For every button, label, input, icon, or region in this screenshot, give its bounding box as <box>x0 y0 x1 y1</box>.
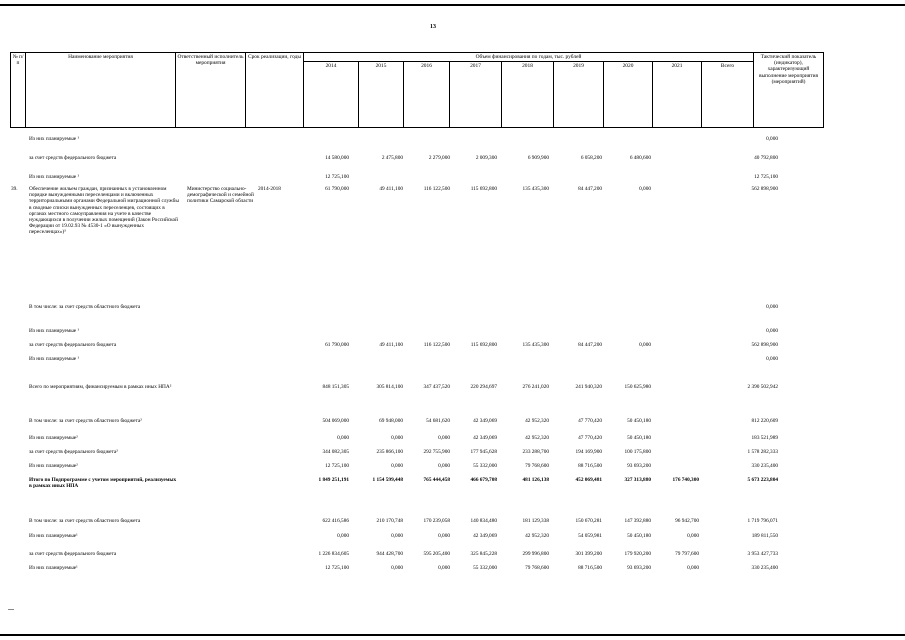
row-label: за счет средств федерального бюджета <box>29 342 117 348</box>
row-label: Итого по Подпрограмме с учетом мероприятий, реализуемых в рамках иных НПА <box>29 477 177 490</box>
row-value: 2 390 502,942 <box>747 384 778 390</box>
header-year: 2019 <box>554 62 604 128</box>
row-value: 481 126,138 <box>522 477 549 483</box>
row-value: 241 940,320 <box>575 384 602 390</box>
item-value: 84 447,200 <box>578 186 602 192</box>
row-value: 344 082,305 <box>322 449 349 455</box>
row-value: 79 768,600 <box>525 463 549 469</box>
header-table <box>10 52 824 128</box>
row-value: 0,000 <box>438 565 450 571</box>
row-value: 42 349,069 <box>473 418 497 424</box>
row-label: Из них планируемые ¹ <box>29 136 80 142</box>
row-value: 84 447,200 <box>578 342 602 348</box>
header-name: Наименование мероприятия <box>26 53 176 128</box>
row-value: 179 920,200 <box>624 551 651 557</box>
row-value: 1 719 796,071 <box>747 518 778 524</box>
row-value: 189 811,550 <box>751 533 778 539</box>
row-value: 2 279,000 <box>428 155 450 161</box>
row-value: 194 169,900 <box>575 449 602 455</box>
row-value: 452 069,481 <box>575 477 602 483</box>
row-value: 233 288,700 <box>522 449 549 455</box>
row-value: 3 953 427,733 <box>747 551 778 557</box>
row-value: 12 725,100 <box>325 565 349 571</box>
item-value: 61 790,000 <box>325 186 349 192</box>
row-value: 347 437,520 <box>423 384 450 390</box>
row-value: 42 349,069 <box>473 435 497 441</box>
page-number: 13 <box>430 24 436 30</box>
row-label: Всего по мероприятиям, финансируемым в рамках иных НПА² <box>29 384 172 390</box>
item-value: 0,000 <box>639 186 651 192</box>
row-label: В том числе: за счет средств областного бюджета <box>29 304 141 310</box>
row-value: 55 332,000 <box>473 463 497 469</box>
row-value: 0,000 <box>766 136 778 142</box>
row-value: 183 521,989 <box>751 435 778 441</box>
row-value: 6 909,900 <box>527 155 549 161</box>
row-value: 47 770,420 <box>578 418 602 424</box>
row-value: 115 692,800 <box>470 342 497 348</box>
row-label: В том числе: за счет средств областного бюджета <box>29 518 141 524</box>
row-label: Из них планируемые ¹ <box>29 356 80 362</box>
row-value: 595 205,400 <box>423 551 450 557</box>
row-value: 0,000 <box>687 565 699 571</box>
header-year: 2021 <box>653 62 702 128</box>
row-value: 0,000 <box>391 463 403 469</box>
row-value: 140 834,480 <box>470 518 497 524</box>
row-value: 69 948,000 <box>379 418 403 424</box>
row-label: за счет средств федерального бюджета <box>29 551 117 557</box>
row-value: 150 670,281 <box>575 518 602 524</box>
row-label: Из них планируемые¹ <box>29 565 78 571</box>
header-responsible: Ответственный исполнитель мероприятия <box>176 53 246 128</box>
row-value: 944 428,700 <box>376 551 403 557</box>
row-value: 47 770,420 <box>578 435 602 441</box>
row-value: 42 952,320 <box>525 435 549 441</box>
row-value: 1 849 251,191 <box>318 477 349 483</box>
row-label: Из них планируемые ¹ <box>29 174 80 180</box>
row-value: 276 241,020 <box>522 384 549 390</box>
header-term: Срок реализации, годы <box>246 53 304 128</box>
row-value: 54 059,981 <box>578 533 602 539</box>
row-value: 61 790,000 <box>325 342 349 348</box>
row-value: 50 450,180 <box>627 418 651 424</box>
row-value: 0,000 <box>391 565 403 571</box>
row-value: 0,000 <box>337 435 349 441</box>
header-year: 2020 <box>604 62 653 128</box>
row-value: 88 716,500 <box>578 565 602 571</box>
header-year: 2018 <box>502 62 554 128</box>
top-rule <box>0 4 905 6</box>
row-value: 0,000 <box>438 533 450 539</box>
row-value: 50 450,180 <box>627 533 651 539</box>
row-value: 292 755,900 <box>423 449 450 455</box>
row-value: 12 725,100 <box>325 174 349 180</box>
row-value: 93 693,200 <box>627 565 651 571</box>
row-value: 327 313,880 <box>624 477 651 483</box>
row-value: 2 009,300 <box>475 155 497 161</box>
row-value: 325 845,228 <box>470 551 497 557</box>
item-value: 115 692,800 <box>470 186 497 192</box>
header-year: 2015 <box>359 62 404 128</box>
row-value: 1 578 282,333 <box>747 449 778 455</box>
row-value: 40 792,800 <box>754 155 778 161</box>
header-year: 2014 <box>304 62 359 128</box>
row-value: 305 814,100 <box>376 384 403 390</box>
row-value: 0,000 <box>766 304 778 310</box>
row-value: 150 625,980 <box>624 384 651 390</box>
row-value: 50 450,180 <box>627 435 651 441</box>
footnote-mark <box>8 609 14 610</box>
row-value: 135 435,300 <box>522 342 549 348</box>
row-value: 0,000 <box>639 342 651 348</box>
row-value: 0,000 <box>337 533 349 539</box>
row-value: 2 475,800 <box>381 155 403 161</box>
bottom-rule <box>0 634 905 636</box>
row-value: 0,000 <box>766 356 778 362</box>
row-value: 1 226 834,605 <box>318 551 349 557</box>
header-indicator: Тактический показатель (индикатор), характеризующий выполнение мероприятия (мероприятий) <box>754 53 824 128</box>
row-value: 562 898,900 <box>751 342 778 348</box>
row-value: 100 175,800 <box>624 449 651 455</box>
row-value: 330 235,400 <box>751 565 778 571</box>
item-value: 562 898,900 <box>751 186 778 192</box>
row-value: 330 235,400 <box>751 463 778 469</box>
row-value: 299 996,800 <box>522 551 549 557</box>
row-value: 6 058,200 <box>580 155 602 161</box>
row-value: 116 122,500 <box>423 342 450 348</box>
header-year: 2017 <box>450 62 502 128</box>
row-value: 0,000 <box>391 533 403 539</box>
header-no: № п/п <box>11 53 26 128</box>
item-number: 39. <box>11 186 18 192</box>
row-value: 12 725,100 <box>754 174 778 180</box>
item-term: 2014-2018 <box>258 186 281 192</box>
row-value: 12 725,100 <box>325 463 349 469</box>
row-value: 504 069,000 <box>322 418 349 424</box>
row-value: 96 942,700 <box>675 518 699 524</box>
item-name: Обеспечение жильем граждан, признанных в установленном порядке вынужденными переселенцами и включенных территориальными органами Федеральной миграционной службы в сводные списки вынужденных переселенцев, состоящих в органах местного самоуправления на учете в качестве нуждающихся в получении жилых помещений (Закон Российской Федерации от 19.02.93 № 4530-1 «О вынужденных переселенцах»)³ <box>29 186 179 236</box>
row-label: Из них планируемые² <box>29 463 78 469</box>
row-value: 210 170,748 <box>376 518 403 524</box>
item-value: 135 435,300 <box>522 186 549 192</box>
row-value: 0,000 <box>391 435 403 441</box>
row-value: 170 239,058 <box>423 518 450 524</box>
header-year: 2016 <box>404 62 450 128</box>
row-value: 622 416,586 <box>322 518 349 524</box>
row-value: 79 797,600 <box>675 551 699 557</box>
row-value: 848 151,305 <box>322 384 349 390</box>
row-value: 88 716,500 <box>578 463 602 469</box>
row-label: Из них планируемые² <box>29 435 78 441</box>
row-value: 147 392,880 <box>624 518 651 524</box>
row-value: 466 679,708 <box>470 477 497 483</box>
row-value: 0,000 <box>438 463 450 469</box>
row-value: 42 952,320 <box>525 418 549 424</box>
row-value: 42 952,320 <box>525 533 549 539</box>
row-value: 0,000 <box>687 533 699 539</box>
row-value: 6 480,600 <box>629 155 651 161</box>
row-value: 49 411,100 <box>379 342 403 348</box>
row-value: 181 129,338 <box>522 518 549 524</box>
row-value: 54 681,620 <box>426 418 450 424</box>
item-value: 116 122,500 <box>423 186 450 192</box>
row-label: Из них планируемые ¹ <box>29 328 80 334</box>
row-label: Из них планируемые¹ <box>29 533 78 539</box>
row-value: 0,000 <box>766 328 778 334</box>
header-funding: Объем финансирования по годам, тыс. рублей <box>304 53 754 62</box>
row-value: 55 332,000 <box>473 565 497 571</box>
row-label: за счет средств федерального бюджета² <box>29 449 118 455</box>
row-value: 79 768,600 <box>525 565 549 571</box>
row-value: 812 220,609 <box>751 418 778 424</box>
row-value: 301 399,200 <box>575 551 602 557</box>
row-value: 14 580,000 <box>325 155 349 161</box>
row-label: В том числе: за счет средств областного бюджета² <box>29 418 142 424</box>
row-value: 42 349,069 <box>473 533 497 539</box>
row-label: за счет средств федерального бюджета <box>29 155 117 161</box>
item-responsible: Министерство социально-демографической и семейной политики Самарской области <box>187 186 254 205</box>
row-value: 765 444,458 <box>423 477 450 483</box>
row-value: 220 294,697 <box>470 384 497 390</box>
row-value: 0,000 <box>438 435 450 441</box>
item-value: 49 411,100 <box>379 186 403 192</box>
row-value: 5 673 223,804 <box>747 477 778 483</box>
row-value: 1 154 599,448 <box>372 477 403 483</box>
row-value: 176 740,300 <box>672 477 699 483</box>
row-value: 235 866,100 <box>376 449 403 455</box>
row-value: 93 693,200 <box>627 463 651 469</box>
header-year: Всего <box>702 62 754 128</box>
row-value: 177 945,628 <box>470 449 497 455</box>
